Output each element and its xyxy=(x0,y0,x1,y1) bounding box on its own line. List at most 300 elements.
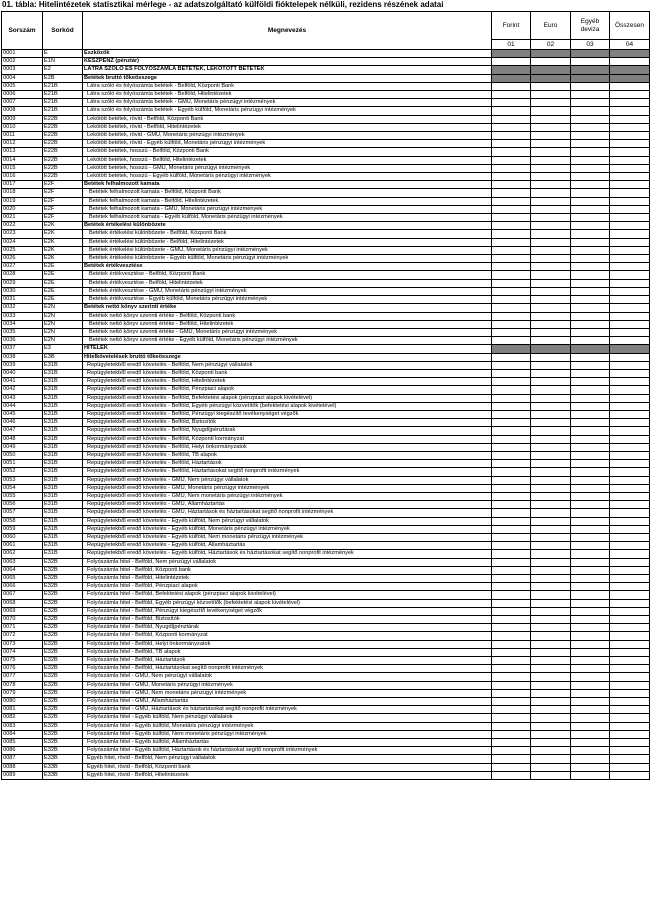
value-cell xyxy=(610,74,650,82)
table-row xyxy=(2,402,650,410)
header-megnevezes: Megnevezés xyxy=(83,12,492,50)
value-cell xyxy=(571,181,610,189)
row-code: E32B xyxy=(43,591,83,599)
row-number: 0051 xyxy=(2,460,43,468)
value-cell xyxy=(492,632,531,640)
table-row xyxy=(2,451,650,459)
value-cell xyxy=(492,501,531,509)
value-cell xyxy=(610,599,650,607)
row-label: Folyószámla hitel - Belföld, Egyéb pénzügyi közvetítők (befektetési alapok kivételével) xyxy=(83,599,492,607)
table-row xyxy=(2,410,650,418)
value-cell xyxy=(492,665,531,673)
value-cell xyxy=(571,378,610,386)
row-number: 0015 xyxy=(2,164,43,172)
row-label: Repügyletekből eredő követelés - Egyéb külföld, Háztartások és háztartásokat segítő nonprofit intézmények xyxy=(83,550,492,558)
value-cell xyxy=(492,517,531,525)
value-cell xyxy=(492,320,531,328)
row-number: 0027 xyxy=(2,263,43,271)
value-cell xyxy=(610,591,650,599)
header-osszesen: Összesen xyxy=(610,12,650,40)
row-code: E2N xyxy=(43,328,83,336)
table-row xyxy=(2,657,650,665)
row-code: E2N xyxy=(43,312,83,320)
table-row xyxy=(2,689,650,697)
row-label: Folyószámla hitel - Egyéb külföld, Háztartások és háztartásokat segítő nonprofit intézmények xyxy=(83,747,492,755)
value-cell xyxy=(610,345,650,353)
value-cell xyxy=(531,492,571,500)
row-label: Lekötött betétek, hosszú - Belföld, Központi Bank xyxy=(83,148,492,156)
row-number: 0072 xyxy=(2,632,43,640)
value-cell xyxy=(610,583,650,591)
row-code: E32B xyxy=(43,722,83,730)
row-number: 0063 xyxy=(2,558,43,566)
value-cell xyxy=(610,222,650,230)
value-cell xyxy=(531,402,571,410)
row-number: 0033 xyxy=(2,312,43,320)
table-row xyxy=(2,722,650,730)
table-row xyxy=(2,566,650,574)
row-code: E2E xyxy=(43,271,83,279)
table-row xyxy=(2,640,650,648)
value-cell xyxy=(610,58,650,66)
row-code: E2N xyxy=(43,320,83,328)
row-number: 0029 xyxy=(2,279,43,287)
row-number: 0054 xyxy=(2,484,43,492)
value-cell xyxy=(610,501,650,509)
value-cell xyxy=(610,337,650,345)
value-cell xyxy=(531,410,571,418)
row-code: E21B xyxy=(43,82,83,90)
row-label: Repügyletekből eredő követelés - GMU, Háztartások és háztartásokat segítő nonprofit intézmények xyxy=(83,509,492,517)
row-code: E22B xyxy=(43,156,83,164)
value-cell xyxy=(531,730,571,738)
row-label: Betétek nettó könyv szerinti értéke xyxy=(83,304,492,312)
row-code: E32B xyxy=(43,632,83,640)
value-cell xyxy=(610,312,650,320)
row-number: 0089 xyxy=(2,771,43,779)
row-code: E33B xyxy=(43,755,83,763)
value-cell xyxy=(531,386,571,394)
row-label: Betétek felhalmozott kamata - Egyéb külföld, Monetáris pénzügyi intézmények xyxy=(83,214,492,222)
table-row xyxy=(2,345,650,353)
value-cell xyxy=(492,156,531,164)
row-label: Betétek értékvesztése - Egyéb külföld, Monetáris pénzügyi intézmények xyxy=(83,296,492,304)
row-number: 0073 xyxy=(2,640,43,648)
table-row xyxy=(2,173,650,181)
value-cell xyxy=(610,468,650,476)
value-cell xyxy=(571,591,610,599)
row-code: E32B xyxy=(43,607,83,615)
value-cell xyxy=(531,443,571,451)
value-cell xyxy=(531,681,571,689)
row-number: 0031 xyxy=(2,296,43,304)
row-label: Lekötött betétek, rövid - Belföld, Központi Bank xyxy=(83,115,492,123)
row-code: E31B xyxy=(43,419,83,427)
header-sorszam: Sorszám xyxy=(2,12,43,50)
row-label: Folyószámla hitel - Belföld, Pénzpiaci alapok xyxy=(83,583,492,591)
value-cell xyxy=(492,451,531,459)
value-cell xyxy=(610,115,650,123)
table-row xyxy=(2,287,650,295)
value-cell xyxy=(492,607,531,615)
value-cell xyxy=(492,698,531,706)
value-cell xyxy=(531,337,571,345)
value-cell xyxy=(531,197,571,205)
table-row xyxy=(2,747,650,755)
table-row xyxy=(2,74,650,82)
value-cell xyxy=(571,263,610,271)
value-cell xyxy=(571,394,610,402)
value-cell xyxy=(571,657,610,665)
value-cell xyxy=(531,123,571,131)
table-row xyxy=(2,263,650,271)
value-cell xyxy=(531,107,571,115)
value-cell xyxy=(531,140,571,148)
table-row xyxy=(2,115,650,123)
value-cell xyxy=(531,173,571,181)
row-number: 0052 xyxy=(2,468,43,476)
value-cell xyxy=(610,640,650,648)
value-cell xyxy=(610,189,650,197)
value-cell xyxy=(492,58,531,66)
row-code: E31B xyxy=(43,386,83,394)
row-number: 0066 xyxy=(2,583,43,591)
table-row xyxy=(2,517,650,525)
row-number: 0058 xyxy=(2,517,43,525)
row-number: 0019 xyxy=(2,197,43,205)
col-code: 03 xyxy=(571,40,610,50)
value-cell xyxy=(492,378,531,386)
row-number: 0016 xyxy=(2,173,43,181)
row-label: Folyószámla hitel - Belföld, Biztosítók xyxy=(83,616,492,624)
row-number: 0064 xyxy=(2,566,43,574)
row-code: E31B xyxy=(43,443,83,451)
row-code: E32B xyxy=(43,706,83,714)
row-label: Repügyletekből eredő követelés - GMU, Nem pénzügyi vállalatok xyxy=(83,476,492,484)
value-cell xyxy=(571,616,610,624)
row-code: E31B xyxy=(43,378,83,386)
value-cell xyxy=(492,427,531,435)
table-row xyxy=(2,435,650,443)
value-cell xyxy=(571,304,610,312)
value-cell xyxy=(531,591,571,599)
value-cell xyxy=(610,353,650,361)
row-number: 0083 xyxy=(2,722,43,730)
value-cell xyxy=(610,378,650,386)
row-code: E32B xyxy=(43,624,83,632)
value-cell xyxy=(571,123,610,131)
row-label: Folyószámla hitel - Belföld, Hitelintézetek xyxy=(83,575,492,583)
value-cell xyxy=(492,673,531,681)
table-row xyxy=(2,648,650,656)
row-label: Betétek értékelési különbözete xyxy=(83,222,492,230)
value-cell xyxy=(531,320,571,328)
row-code: E3 xyxy=(43,345,83,353)
table-row xyxy=(2,361,650,369)
row-number: 0061 xyxy=(2,542,43,550)
row-label: Folyószámla hitel - Belföld, Nyugdíjpénztárak xyxy=(83,624,492,632)
table-row xyxy=(2,255,650,263)
value-cell xyxy=(571,320,610,328)
value-cell xyxy=(531,476,571,484)
row-code: E31B xyxy=(43,550,83,558)
row-code: E31B xyxy=(43,484,83,492)
row-number: 0082 xyxy=(2,714,43,722)
row-label: Betétek nettó könyv szerinti értéke - Belföld, Központi bank xyxy=(83,312,492,320)
row-code: E21B xyxy=(43,99,83,107)
table-row xyxy=(2,616,650,624)
row-code: E2F xyxy=(43,181,83,189)
value-cell xyxy=(610,205,650,213)
row-label: Látra szóló és folyószámla betétek - Egyéb külföld, Monetáris pénzügyi intézmények xyxy=(83,107,492,115)
row-number: 0085 xyxy=(2,739,43,747)
value-cell xyxy=(610,616,650,624)
value-cell xyxy=(610,410,650,418)
table-row xyxy=(2,673,650,681)
value-cell xyxy=(531,148,571,156)
row-number: 0047 xyxy=(2,427,43,435)
value-cell xyxy=(531,533,571,541)
table-row xyxy=(2,558,650,566)
value-cell xyxy=(492,107,531,115)
value-cell xyxy=(571,427,610,435)
value-cell xyxy=(492,328,531,336)
value-cell xyxy=(492,566,531,574)
table-row xyxy=(2,706,650,714)
value-cell xyxy=(610,706,650,714)
value-cell xyxy=(531,378,571,386)
value-cell xyxy=(610,739,650,747)
row-code: E32B xyxy=(43,698,83,706)
value-cell xyxy=(531,607,571,615)
row-code: E31B xyxy=(43,369,83,377)
row-code: E2F xyxy=(43,214,83,222)
value-cell xyxy=(492,706,531,714)
row-code: E32B xyxy=(43,648,83,656)
row-code: E21B xyxy=(43,91,83,99)
value-cell xyxy=(571,722,610,730)
value-cell xyxy=(610,665,650,673)
row-number: 0065 xyxy=(2,575,43,583)
table-row xyxy=(2,320,650,328)
value-cell xyxy=(610,484,650,492)
value-cell xyxy=(571,386,610,394)
table-row xyxy=(2,369,650,377)
row-code: E2 xyxy=(43,66,83,74)
value-cell xyxy=(610,386,650,394)
value-cell xyxy=(610,566,650,574)
row-label: Repügyletekből eredő követelés - Belföld, Pénzügyi kiegészítő tevékenységet végzők xyxy=(83,410,492,418)
value-cell xyxy=(492,492,531,500)
row-number: 0075 xyxy=(2,657,43,665)
value-cell xyxy=(492,689,531,697)
value-cell xyxy=(610,550,650,558)
value-cell xyxy=(492,304,531,312)
table-row xyxy=(2,66,650,74)
row-number: 0034 xyxy=(2,320,43,328)
table-row xyxy=(2,123,650,131)
table-row xyxy=(2,427,650,435)
row-code: E31B xyxy=(43,517,83,525)
row-label: Repügyletekből eredő követelés - GMU, Államháztartás xyxy=(83,501,492,509)
row-number: 0043 xyxy=(2,394,43,402)
value-cell xyxy=(610,99,650,107)
value-cell xyxy=(531,189,571,197)
row-number: 0050 xyxy=(2,451,43,459)
row-code: E1N xyxy=(43,58,83,66)
value-cell xyxy=(571,91,610,99)
row-label: Lekötött betétek, hosszú - Belföld, Hitelintézetek xyxy=(83,156,492,164)
row-number: 0059 xyxy=(2,525,43,533)
value-cell xyxy=(492,140,531,148)
row-label: Repügyletekből eredő követelés - Belföld, Központi bank xyxy=(83,369,492,377)
value-cell xyxy=(492,271,531,279)
row-number: 0041 xyxy=(2,378,43,386)
table-row xyxy=(2,386,650,394)
row-label: Betétek értékvesztése - Belföld, Központi Bank xyxy=(83,271,492,279)
value-cell xyxy=(610,624,650,632)
value-cell xyxy=(531,632,571,640)
row-label: Folyószámla hitel - Egyéb külföld, Nem pénzügyi vállalatok xyxy=(83,714,492,722)
row-code: E31B xyxy=(43,525,83,533)
value-cell xyxy=(531,58,571,66)
row-code: E31B xyxy=(43,460,83,468)
col-code: 02 xyxy=(531,40,571,50)
value-cell xyxy=(492,123,531,131)
value-cell xyxy=(531,460,571,468)
value-cell xyxy=(610,369,650,377)
value-cell xyxy=(531,624,571,632)
table-row xyxy=(2,140,650,148)
col-code: 01 xyxy=(492,40,531,50)
value-cell xyxy=(492,238,531,246)
value-cell xyxy=(492,50,531,58)
value-cell xyxy=(610,123,650,131)
value-cell xyxy=(571,771,610,779)
table-row xyxy=(2,181,650,189)
value-cell xyxy=(531,394,571,402)
value-cell xyxy=(492,484,531,492)
value-cell xyxy=(610,214,650,222)
row-label: Betétek értékvesztése - GMU, Monetáris pénzügyi intézmények xyxy=(83,287,492,295)
row-label: Látra szóló és folyószámla betétek - GMU, Monetáris pénzügyi intézmények xyxy=(83,99,492,107)
table-row xyxy=(2,132,650,140)
row-label: Betétek felhalmozott kamata - GMU, Monetáris pénzügyi intézmények xyxy=(83,205,492,213)
row-number: 0013 xyxy=(2,148,43,156)
row-number: 0044 xyxy=(2,402,43,410)
value-cell xyxy=(531,575,571,583)
row-number: 0084 xyxy=(2,730,43,738)
value-cell xyxy=(571,747,610,755)
row-label: Folyószámla hitel - Belföld, Központi bank xyxy=(83,566,492,574)
value-cell xyxy=(492,509,531,517)
row-label: Lekötött betétek, rövid - Belföld, Hitelintézetek xyxy=(83,123,492,131)
row-number: 0070 xyxy=(2,616,43,624)
value-cell xyxy=(610,435,650,443)
row-number: 0086 xyxy=(2,747,43,755)
value-cell xyxy=(571,542,610,550)
value-cell xyxy=(492,755,531,763)
value-cell xyxy=(571,755,610,763)
row-label: Folyószámla hitel - Egyéb külföld, Monetáris pénzügyi intézmények xyxy=(83,722,492,730)
value-cell xyxy=(492,419,531,427)
value-cell xyxy=(610,525,650,533)
value-cell xyxy=(531,230,571,238)
value-cell xyxy=(610,279,650,287)
value-cell xyxy=(571,238,610,246)
value-cell xyxy=(610,132,650,140)
row-label: Folyószámla hitel - Belföld, Központi kormányzat xyxy=(83,632,492,640)
value-cell xyxy=(531,550,571,558)
value-cell xyxy=(571,419,610,427)
value-cell xyxy=(492,394,531,402)
value-cell xyxy=(531,312,571,320)
value-cell xyxy=(531,435,571,443)
value-cell xyxy=(610,689,650,697)
value-cell xyxy=(571,517,610,525)
row-number: 0007 xyxy=(2,99,43,107)
value-cell xyxy=(571,66,610,74)
row-label: Repügyletekből eredő követelés - Belföld, Háztartásokat segítő nonprofit intézmények xyxy=(83,468,492,476)
value-cell xyxy=(492,337,531,345)
row-code: E31B xyxy=(43,402,83,410)
value-cell xyxy=(492,476,531,484)
value-cell xyxy=(571,443,610,451)
value-cell xyxy=(531,328,571,336)
row-number: 0008 xyxy=(2,107,43,115)
row-code: E2F xyxy=(43,197,83,205)
value-cell xyxy=(610,558,650,566)
value-cell xyxy=(492,66,531,74)
value-cell xyxy=(571,353,610,361)
row-number: 0046 xyxy=(2,419,43,427)
value-cell xyxy=(531,763,571,771)
value-cell xyxy=(610,673,650,681)
row-label: Folyószámla hitel - Belföld, Háztartások xyxy=(83,657,492,665)
value-cell xyxy=(610,140,650,148)
header-egyeb-deviza: Egyéb deviza xyxy=(571,12,610,40)
row-number: 0080 xyxy=(2,698,43,706)
row-code: E2N xyxy=(43,304,83,312)
row-code: E2E xyxy=(43,296,83,304)
row-label: Látra szóló és folyószámla betétek - Belföld, Hitelintézetek xyxy=(83,91,492,99)
value-cell xyxy=(571,484,610,492)
row-label: Repügyletekből eredő követelés - Belföld, Hitelintézetek xyxy=(83,378,492,386)
value-cell xyxy=(531,755,571,763)
row-label: LÁTRA SZÓLÓ ÉS FOLYÓSZÁMLA BETÉTEK, LEKÖTÖTT BETÉTEK xyxy=(83,66,492,74)
row-code: E31B xyxy=(43,435,83,443)
value-cell xyxy=(492,230,531,238)
value-cell xyxy=(531,304,571,312)
row-code: E2B xyxy=(43,74,83,82)
row-number: 0056 xyxy=(2,501,43,509)
table-row xyxy=(2,99,650,107)
table-row xyxy=(2,337,650,345)
value-cell xyxy=(571,369,610,377)
row-number: 0062 xyxy=(2,550,43,558)
row-code: E3B xyxy=(43,353,83,361)
row-code: E31B xyxy=(43,476,83,484)
row-number: 0088 xyxy=(2,763,43,771)
value-cell xyxy=(492,714,531,722)
row-code: E31B xyxy=(43,509,83,517)
value-cell xyxy=(492,132,531,140)
row-label: Egyéb hitel, rövid - Belföld, Központi bank xyxy=(83,763,492,771)
row-label: Folyószámla hitel - Belföld, TB alapok xyxy=(83,648,492,656)
row-label: Betétek értékelési különbözete - Egyéb külföld, Monetáris pénzügyi intézmények xyxy=(83,255,492,263)
value-cell xyxy=(610,476,650,484)
value-cell xyxy=(531,361,571,369)
